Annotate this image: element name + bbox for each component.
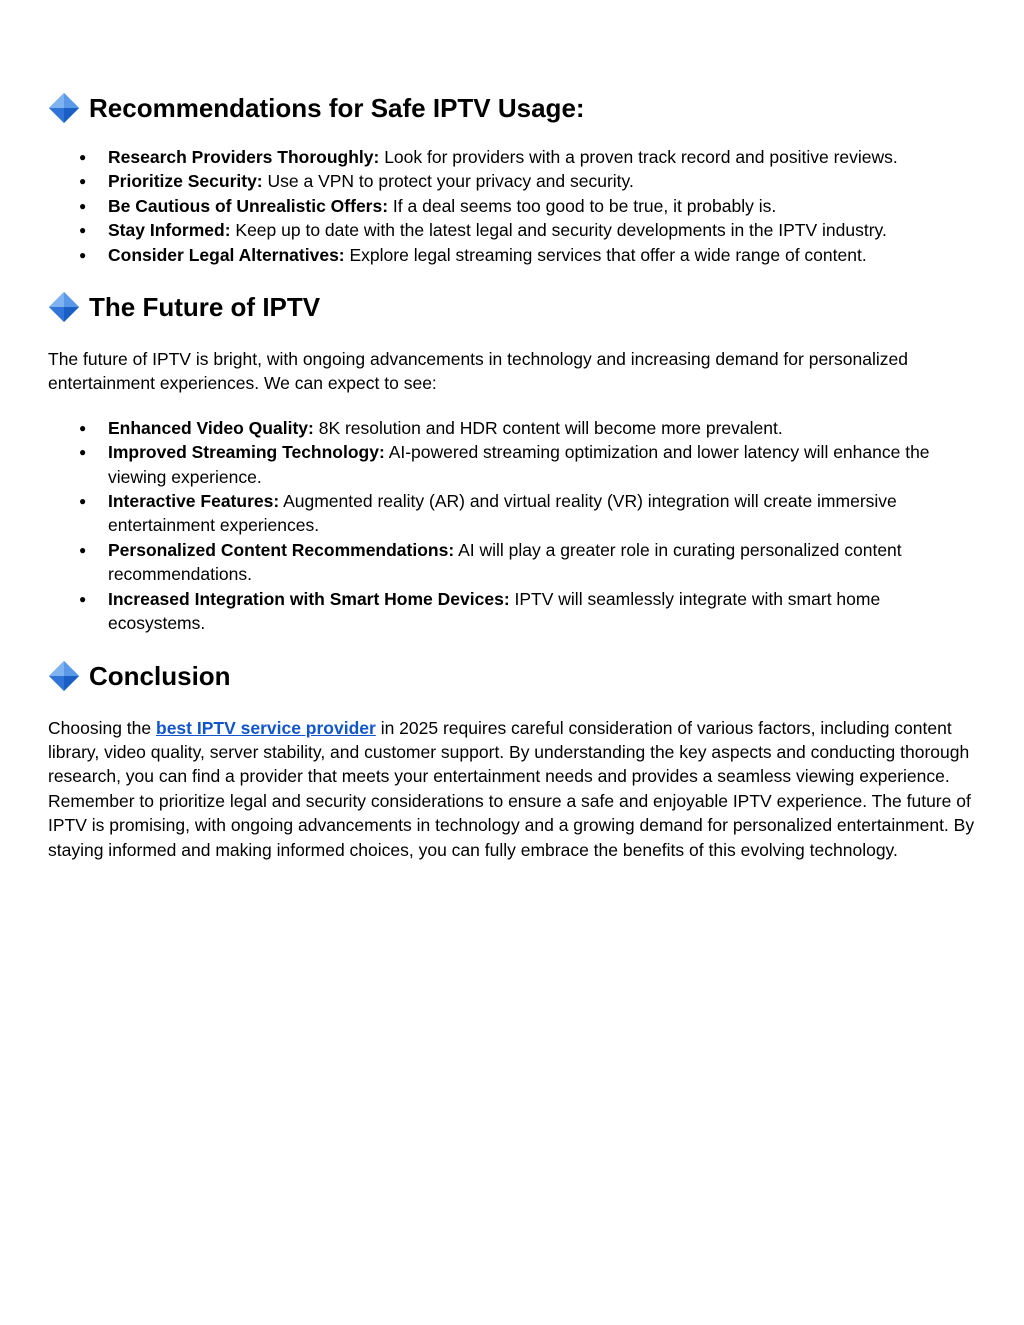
blue-diamond-icon xyxy=(48,291,80,323)
list-item xyxy=(108,416,976,440)
list-item-text: Augmented reality (AR) and virtual reality (VR) integration will create immersive entertainment experiences. xyxy=(108,491,897,536)
list-item xyxy=(108,587,976,636)
section-heading-text: Conclusion xyxy=(89,660,231,691)
list-item-term: Personalized Content Recommendations: xyxy=(108,539,455,560)
list-item xyxy=(108,218,976,242)
section-heading-text: The Future of IPTV xyxy=(89,292,321,323)
list-item-term: Stay Informed: xyxy=(108,220,231,241)
bullet-list xyxy=(48,416,976,636)
conclusion-paragraph xyxy=(48,716,976,862)
section-intro-paragraph: The future of IPTV is bright, with ongoing advancements in technology and increasing demand for personalized entertainment experiences. We can expect to see: xyxy=(48,349,908,394)
bullet-list xyxy=(48,145,976,267)
list-item xyxy=(108,145,976,169)
list-item-text: Keep up to date with the latest legal and security developments in the IPTV industry. xyxy=(230,220,887,241)
blue-diamond-icon xyxy=(48,660,80,692)
list-item xyxy=(108,169,976,193)
list-item-text: Explore legal streaming services that offer a wide range of content. xyxy=(344,244,867,265)
list-item xyxy=(108,440,976,489)
best-iptv-provider-link[interactable]: best IPTV service provider xyxy=(156,717,376,738)
list-item-term: Improved Streaming Technology: xyxy=(108,442,385,463)
conclusion-text-before-link: Choosing the xyxy=(48,717,156,738)
list-item-term: Consider Legal Alternatives: xyxy=(108,244,345,265)
list-item-text: 8K resolution and HDR content will become more prevalent. xyxy=(313,417,783,438)
list-item-text: Look for providers with a proven track record and positive reviews. xyxy=(379,147,898,167)
blue-diamond-icon xyxy=(48,92,80,124)
list-item xyxy=(108,243,976,267)
list-item-text: Use a VPN to protect your privacy and security. xyxy=(262,171,634,192)
list-item-term: Interactive Features: xyxy=(108,491,280,512)
section-heading-conclusion xyxy=(48,656,976,696)
list-item xyxy=(108,538,976,587)
list-item-term: Enhanced Video Quality: xyxy=(108,417,314,438)
list-item-term: Be Cautious of Unrealistic Offers: xyxy=(108,195,389,216)
list-item-term: Increased Integration with Smart Home Devices: xyxy=(108,588,510,609)
list-item-text: If a deal seems too good to be true, it probably is. xyxy=(388,195,777,216)
section-heading-future xyxy=(48,287,976,327)
list-item-term: Research Providers Thoroughly: xyxy=(108,147,380,167)
list-item xyxy=(108,489,976,538)
section-heading-safe-usage xyxy=(48,88,976,128)
section-heading-text: Recommendations for Safe IPTV Usage: xyxy=(89,93,585,123)
list-item-text: IPTV will seamlessly integrate with smart home ecosystems. xyxy=(108,588,881,634)
list-item-text: AI-powered streaming optimization and lower latency will enhance the viewing experience. xyxy=(108,442,930,487)
conclusion-text-after-link: in 2025 requires careful consideration of various factors, including content library, video quality, server stability, and customer support. By understanding the key aspects and conducting thorough research, you can find a provider that meets your entertainment needs and provides a seamless viewing experience. Remember to prioritize legal and security considerations to ensure a safe and enjoyable IPTV experience. The future of IPTV is promising, with ongoing advancements in technology and a growing demand for personalized entertainment. By staying informed and making informed choices, you can fully embrace the benefits of this evolving technology. xyxy=(48,717,975,860)
list-item-term: Prioritize Security: xyxy=(108,171,263,192)
list-item-text: AI will play a greater role in curating personalized content recommendations. xyxy=(108,539,902,585)
list-item xyxy=(108,194,976,218)
